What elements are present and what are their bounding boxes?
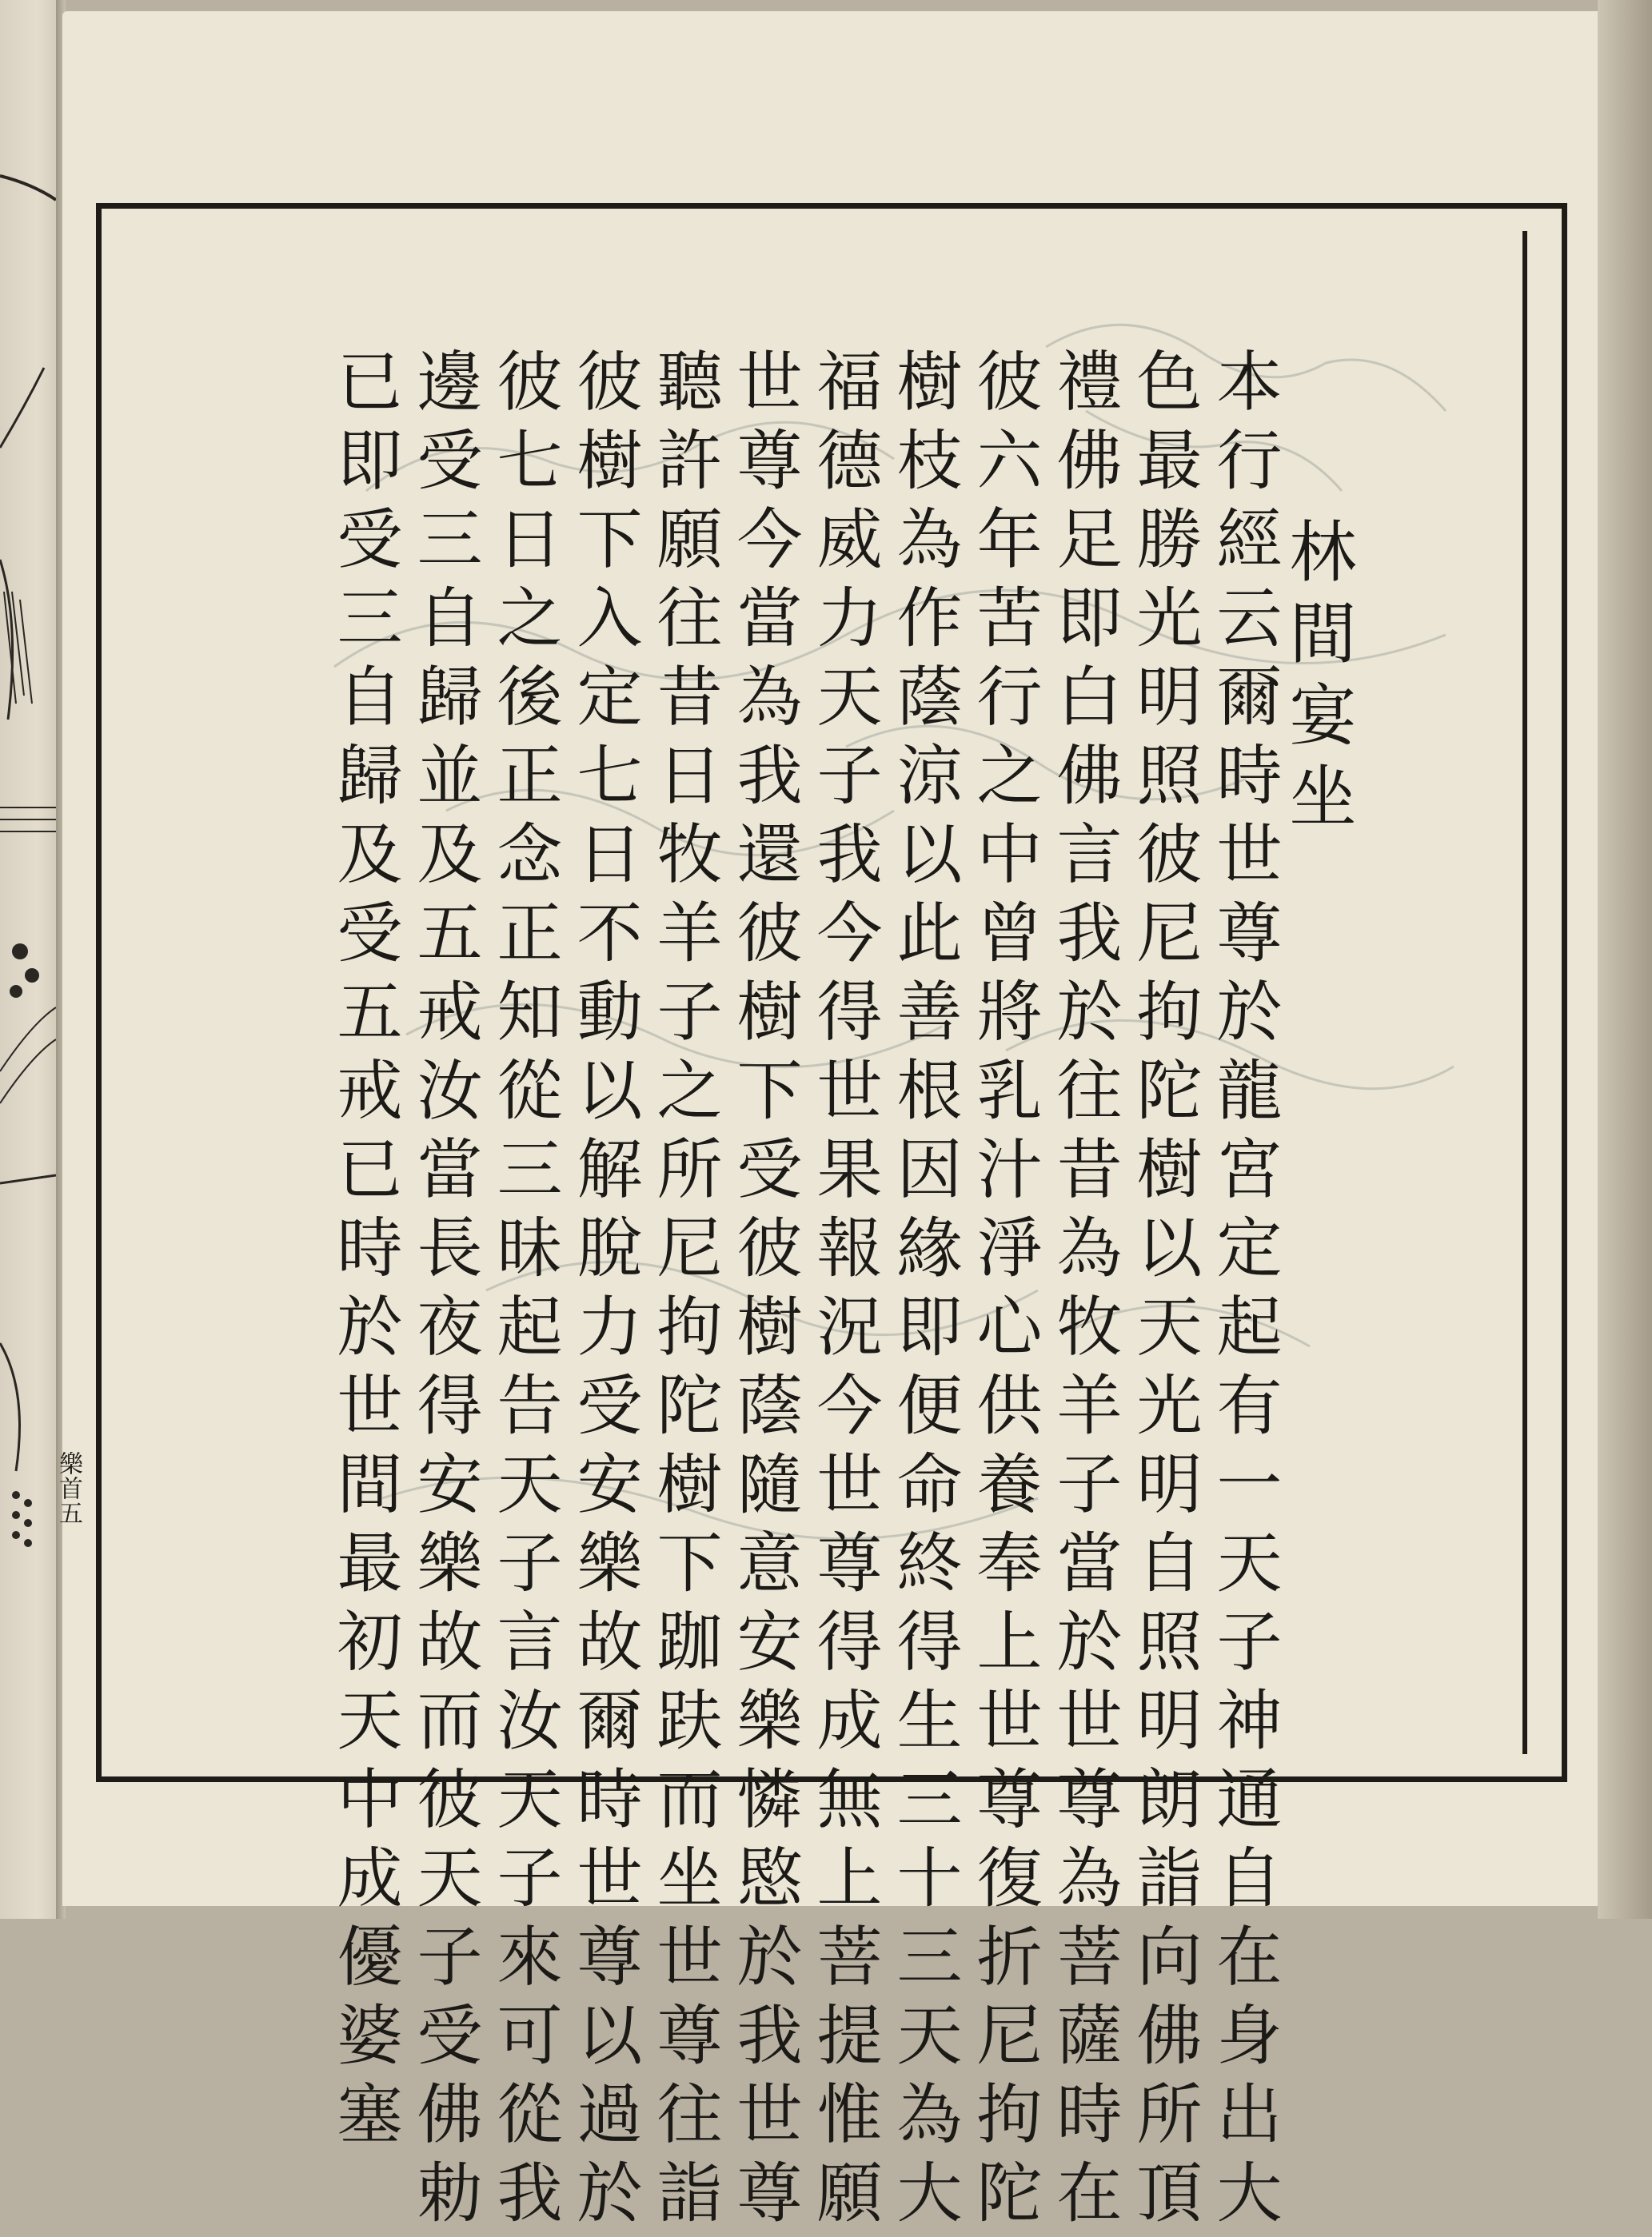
text-column-1: 本行經云爾時世尊於龍宮定起有一天子神通自在身出大 [1206,347,1282,2237]
text-column-4: 彼六年苦行之中曾將乳汁淨心供養奉上世尊復折尼拘陀 [966,347,1042,2237]
frame-inner-rule [1522,231,1527,1754]
text-column-3: 禮佛足即白佛言我於往昔為牧羊子當於世尊為菩薩時在 [1046,347,1122,2237]
section-title: 林間宴坐 [1279,516,1357,843]
page-edge-right [1598,0,1652,1919]
folio-page-label: 樂首五 [54,1451,82,1525]
text-column-7: 世尊今當為我還彼樹下受彼樹蔭隨意安樂憐愍於我世尊 [726,347,802,2237]
text-column-9: 彼樹下入定七日不動以解脫力受安樂故爾時世尊以過於 [566,347,642,2237]
text-column-8: 聽許願往昔日牧羊子之所尼拘陀樹下跏趺而坐世尊往詣 [646,347,722,2237]
text-column-2: 色最勝光明照彼尼拘陀樹以天光明自照明朗詣向佛所頂 [1126,347,1202,2237]
text-column-6: 福德威力天子我今得世果報況今世尊得成無上菩提惟願 [806,347,882,2237]
text-column-12: 已即受三自歸及受五戒已時於世間最初天中成優婆塞 [326,347,402,2159]
text-column-11: 邊受三自歸並及五戒汝當長夜得安樂故而彼天子受佛勅 [406,347,482,2237]
previous-page-edge [0,0,62,1919]
previous-page-illustration [0,144,56,1663]
text-column-5: 樹枝為作蔭涼以此善根因緣即便命終得生三十三天為大 [886,347,962,2237]
text-column-10: 彼七日之後正念正知從三昧起告天子言汝天子來可從我 [486,347,562,2237]
book-page [62,11,1598,2237]
